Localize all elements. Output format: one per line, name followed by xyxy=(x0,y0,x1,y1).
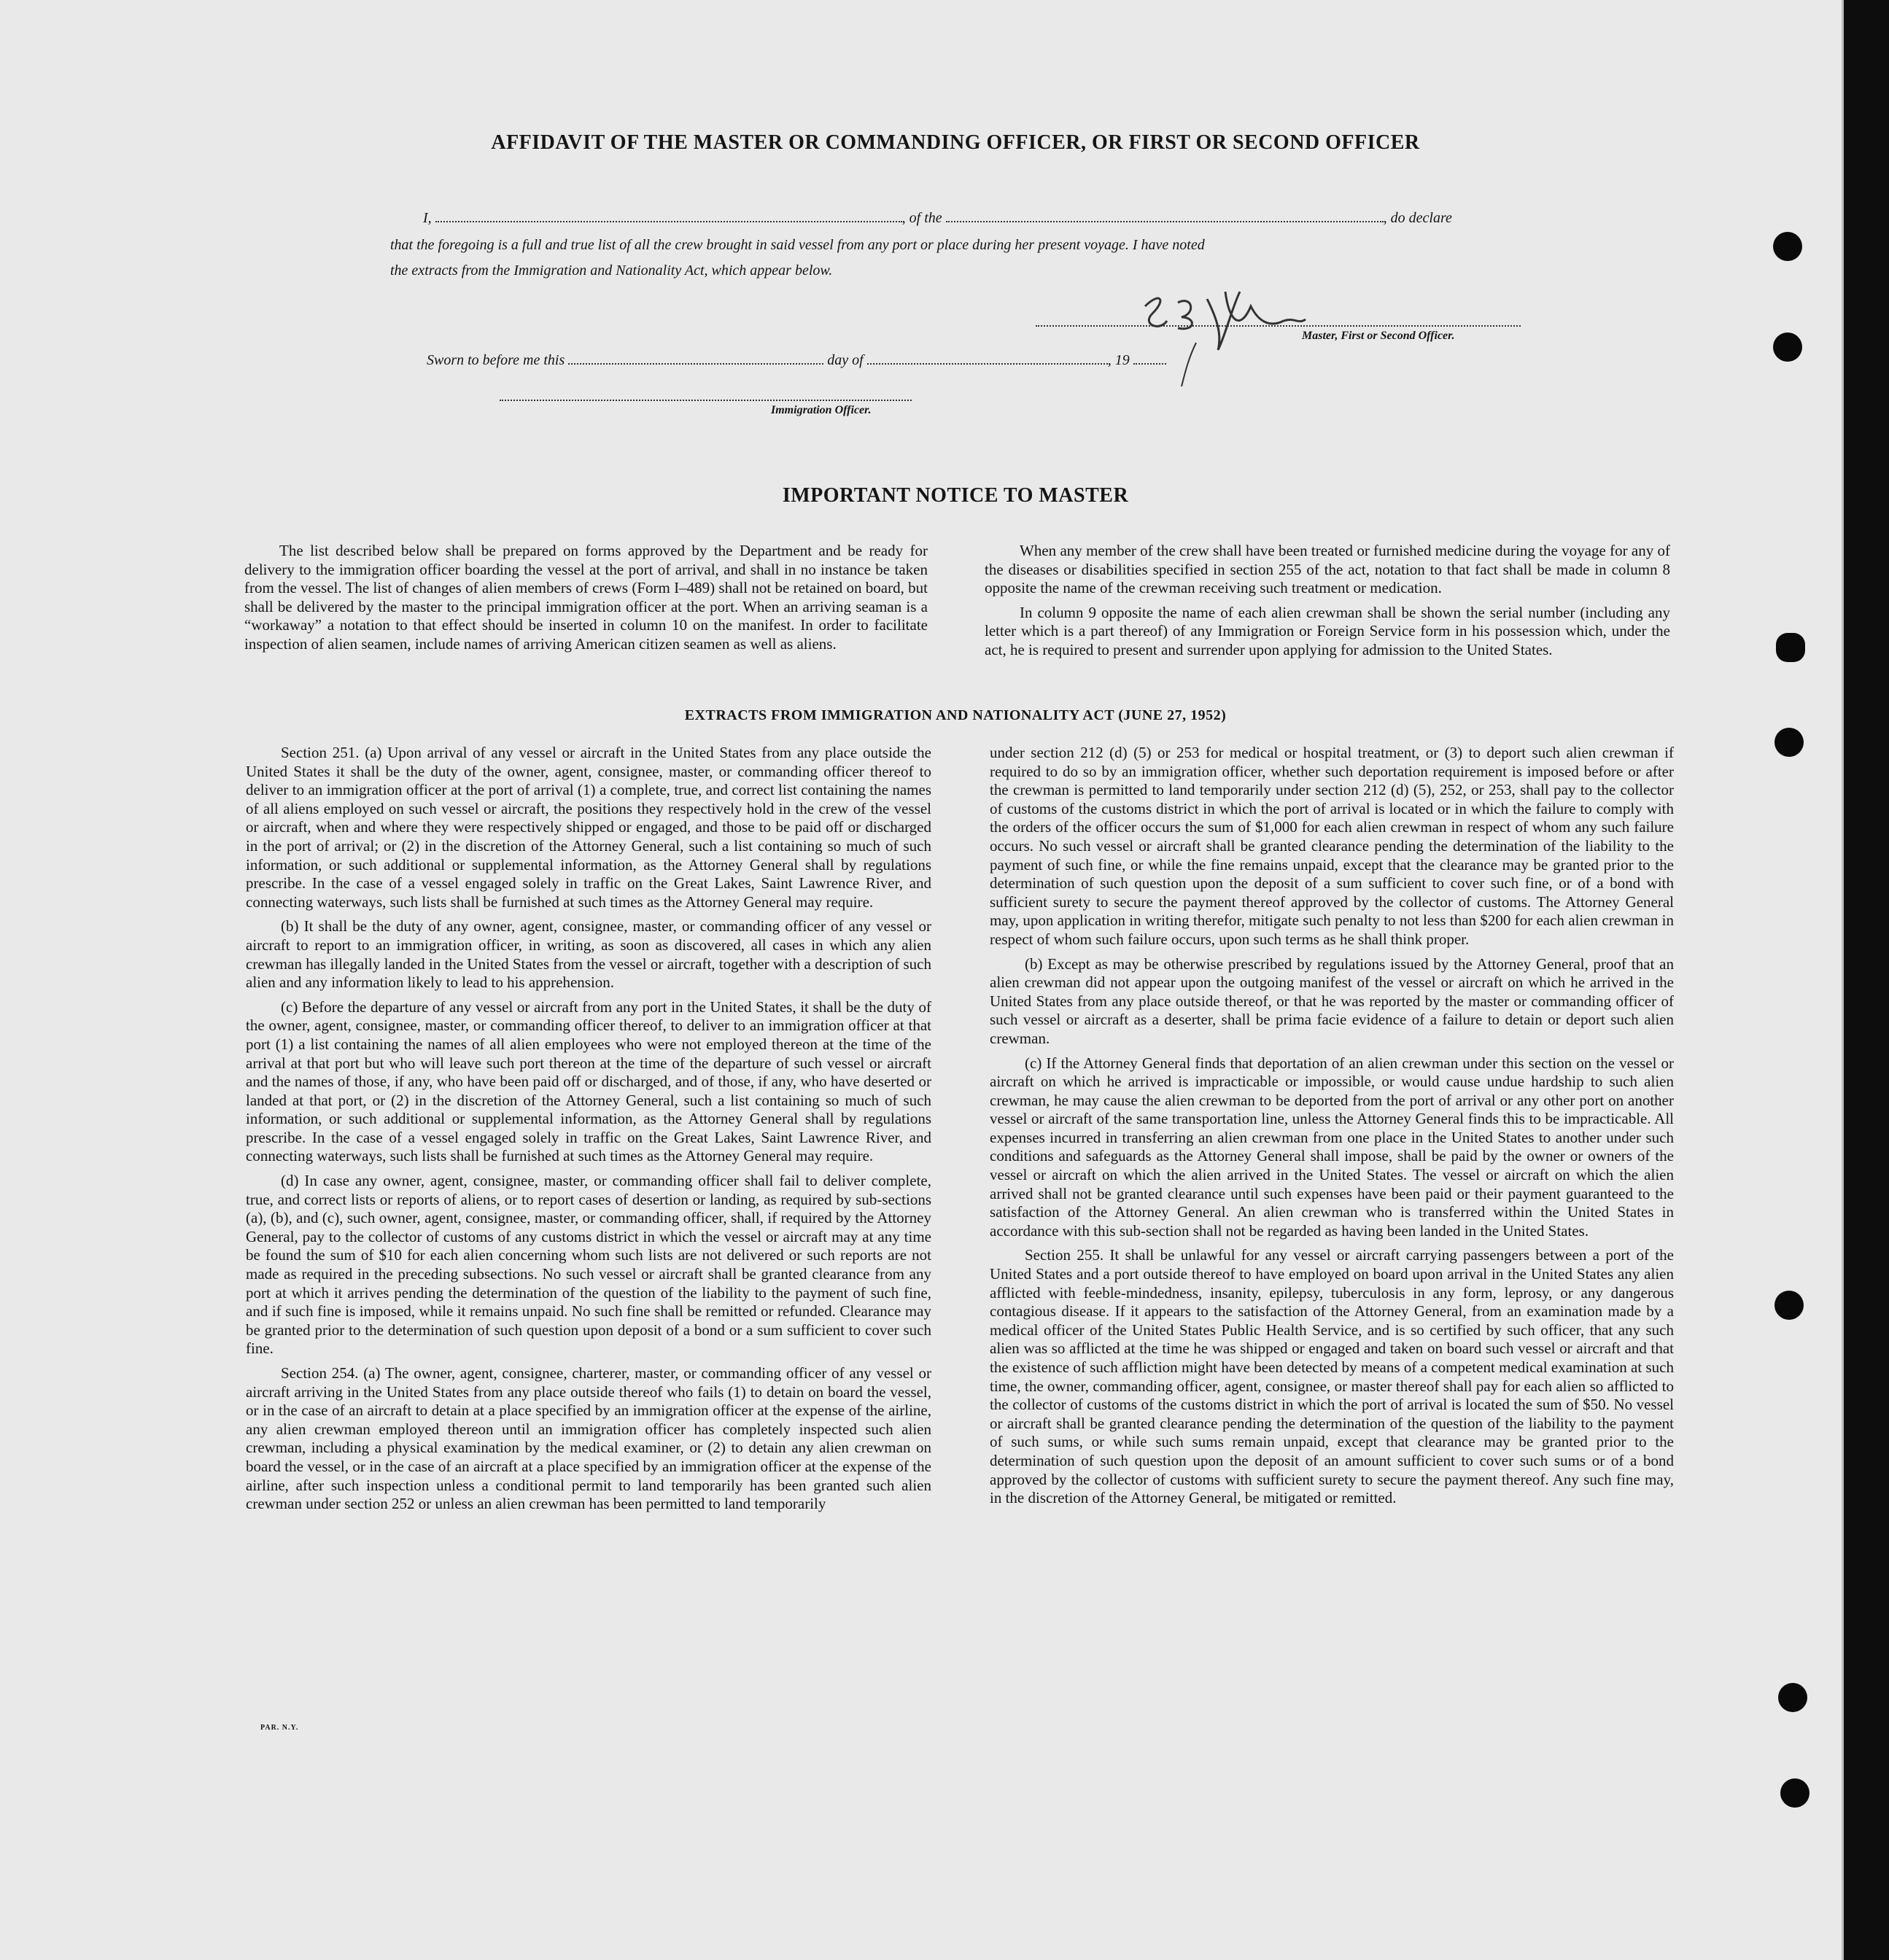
sworn-day-of: day of xyxy=(827,352,864,368)
sworn-month-field[interactable] xyxy=(867,350,1108,365)
master-caption: Master, First or Second Officer. xyxy=(1302,330,1455,342)
section-251-d: (d) In case any owner, agent, consignee, master, or commanding officer shall fail to deliver complete, true, and correct lists or reports of aliens, or to report cases of desertion or landing, as required by sub-sections (a), (b), and (c), such owner, agent, consignee, master, or commanding officer, shall, if required by the Attorney General, pay to the collector of customs of any customs district in which the vessel or aircraft may at any time be found the sum of $10 for each alien concerning whom such lists are not delivered or such reports are not made as required in the preceding subsections. No such vessel or aircraft shall be granted clearance from any port at which it arrives pending the determination of the question of the liability to the payment of such fine, and if such fine is imposed, while it remains unpaid. No such fine shall be remitted or refunded. Clearance may be granted prior to the determination of such question upon deposit of a bond or a sum sufficient to cover such fine. xyxy=(246,1172,931,1358)
binder-hole xyxy=(1773,232,1802,261)
binder-hole xyxy=(1774,728,1804,757)
officer-signature-line[interactable] xyxy=(500,400,912,401)
extracts-title: EXTRACTS FROM IMMIGRATION AND NATIONALITY ACT (JUNE 27, 1952) xyxy=(684,707,1227,723)
notice-title: IMPORTANT NOTICE TO MASTER xyxy=(782,484,1129,507)
section-255: Section 255. It shall be unlawful for any vessel or aircraft carrying passengers between a port of the United States and a port outside thereof to have employed on board upon arrival in the United States any alien afflicted with feeble-mindedness, insanity, epilepsy, tuberculosis in any form, leprosy, or any dangerous contagious disease. If it appears to the satisfaction of the Attorney General, from an examination made by a medical officer of the United States Public Health Service, and is so certified by such officer, that any such alien was so afflicted at the time he was shipped or engaged and taken on board such vessel or aircraft and that the existence of such affliction might have been detected by means of a competent medical examination at such time, the owner, commanding officer, agent, consignee, or master thereof shall pay for each alien so afflicted to the collector of customs of the customs district in which the port of arrival is located the sum of $50. No vessel or aircraft shall be granted clearance pending the determination of the question of the liability to the payment of such sums, or while such sums remain unpaid, except that clearance may be granted prior to the determination of such question upon the deposit of an amount sufficient to cover such sums or of a bond approved by the collector of customs with sufficient surety to secure the payment thereof. Any such fine may, in the discretion of the Attorney General, be mitigated or remitted. xyxy=(990,1246,1674,1507)
declare-label: , do declare xyxy=(1383,210,1452,226)
sworn-year-field[interactable] xyxy=(1133,350,1166,365)
binder-hole xyxy=(1780,1778,1810,1808)
binder-hole xyxy=(1773,332,1802,362)
printer-mark: PAR. N.Y. xyxy=(260,1724,299,1732)
extracts-right-column xyxy=(990,744,1674,1508)
sworn-date-field[interactable] xyxy=(568,350,823,365)
section-254-c: (c) If the Attorney General finds that deportation of an alien crewman under this section on the vessel or aircraft on which he arrived is impracticable or impossible, or would cause undue hardship to such alien crewman, he may cause the alien crewman to be deported from the port of arrival or any other port on another vessel or aircraft of the same transportation line, unless the Attorney General finds this to be impracticable. All expenses incurred in transferring an alien crewman from one place in the United States to another under such conditions and safeguards as the Attorney General shall impose, shall be paid by the owner or owners of the vessel or aircraft on which the alien arrived in the United States. The vessel or aircraft on which the alien arrived shall not be granted clearance until such expenses have been paid or their payment guaranteed to the satisfaction of the Attorney General. An alien crewman who is transferred within the United States in accordance with this sub-section shall not be regarded as having been landed in the United States. xyxy=(990,1054,1674,1240)
vessel-field[interactable] xyxy=(946,208,1384,222)
extracts-left-column xyxy=(246,744,931,1514)
affidavit-line-3: the extracts from the Immigration and Nationality Act, which appear below. xyxy=(390,262,833,279)
sworn-year: , 19 xyxy=(1107,352,1130,368)
notice-right-paragraph-1: When any member of the crew shall have been treated or furnished medicine during the voyage for any of the diseases or disabilities specified in section 255 of the act, notation to that fact shall be made in column 8 opposite the name of the crewman receiving such treatment or medication. xyxy=(985,542,1670,597)
section-251-c: (c) Before the departure of any vessel or aircraft from any port in the United States, it shall be the duty of the owner, agent, consignee, master, or commanding officer thereof, to deliver to an immigration officer at that port (1) a list containing the names of all alien employees who were not employed thereon at the time of the arrival at that port but who will leave such port thereon at the time of the departure of such vessel or aircraft and the names of those, if any, who have been paid off or discharged, and of those, if any, who have deserted or landed at that port, or (2) in the discretion of the Attorney General, such a list containing so much of such information, or such additional or supplemental information, as the Attorney General shall by regulations prescribe. In the case of a vessel engaged solely in traffic on the Great Lakes, Saint Lawrence River, and connecting waterways, such lists shall be furnished at such times as the Attorney General may require. xyxy=(246,998,931,1165)
section-254-a: Section 254. (a) The owner, agent, consignee, charterer, master, or commanding officer of any vessel or aircraft arriving in the United States from any place outside thereof who fails (1) to detain on board the vessel, or in the case of an aircraft to detain at a place specified by an immigration officer at the expense of the airline, any alien crewman employed thereon until an immigration officer has completely inspected such alien crewman, including a physical examination by the medical examiner, or (2) to detain any alien crewman on board the vessel, or in the case of an aircraft at a place specified by an immigration officer at the expense of the airline, after such inspection unless a conditional permit to land temporarily has been granted such alien crewman under section 252 or unless an alien crewman has been permitted to land temporarily xyxy=(246,1364,931,1513)
master-signature-line[interactable] xyxy=(1036,325,1521,327)
affidavit-line-2: that the foregoing is a full and true list of all the crew brought in said vessel from any port or place during her present voyage. I have noted xyxy=(390,237,1205,253)
section-251-b: (b) It shall be the duty of any owner, agent, consignee, master, or commanding officer of any vessel or aircraft to report to an immigration officer, in writing, as soon as discovered, all cases in which any alien crewman has illegally landed in the United States from the vessel or aircraft, together with a description of such alien and any information likely to lead to his apprehension. xyxy=(246,917,931,992)
affidavit-title: AFFIDAVIT OF THE MASTER OR COMMANDING OFFICER, OR FIRST OR SECOND OFFICER xyxy=(491,131,1420,154)
affidavit-line-1 xyxy=(423,208,1452,227)
binder-hole xyxy=(1776,633,1805,662)
sworn-prefix: Sworn to before me this xyxy=(427,352,565,368)
name-field[interactable] xyxy=(435,208,902,222)
binder-hole xyxy=(1774,1291,1804,1320)
notice-left-column xyxy=(244,542,928,660)
binder-hole xyxy=(1778,1683,1807,1712)
notice-right-paragraph-2: In column 9 opposite the name of each alien crewman shall be shown the serial number (including any letter which is a part thereof) of any Immigration or Foreign Service form in his possession which, under the act, he is required to present and surrender upon applying for admission to the United States. xyxy=(985,603,1670,658)
notice-right-column xyxy=(985,542,1670,666)
master-signature xyxy=(1138,277,1313,386)
section-251-a: Section 251. (a) Upon arrival of any vessel or aircraft in the United States from any place outside the United States it shall be the duty of the owner, agent, consignee, master, or commanding officer thereof to deliver to an immigration officer at the port of arrival (1) a complete, true, and correct list containing the names of all aliens employed on such vessel or aircraft, the positions they respectively hold in the crew of the vessel or aircraft, when and where they were respectively shipped or engaged, and those to be paid off or discharged in the port of arrival; or (2) in the discretion of the Attorney General, such a list containing so much of such information, or such additional or supplemental information, as the Attorney General shall by regulations prescribe. In the case of a vessel engaged solely in traffic on the Great Lakes, Saint Lawrence River, and connecting waterways, such lists shall be furnished at such times as the Attorney General may require. xyxy=(246,744,931,911)
affidavit-i-label: I, xyxy=(423,210,432,226)
officer-caption: Immigration Officer. xyxy=(771,404,872,416)
of-the-label: , of the xyxy=(901,210,942,226)
notice-left-paragraph: The list described below shall be prepared on forms approved by the Department and be ready for delivery to the immigration officer boarding the vessel at the port of arrival, and shall in no instance be taken from the vessel. The list of changes of alien members of crews (Form I–489) shall not be retained on board, but shall be delivered by the master to the principal immigration officer at the port. When an arriving seaman is a “workaway” a notation to that effect should be inserted in column 10 on the manifest. In order to facilitate inspection of alien seamen, include names of arriving American citizen seamen as well as aliens. xyxy=(244,542,928,653)
sworn-line xyxy=(427,350,1166,369)
section-254-a-continued: under section 212 (d) (5) or 253 for medical or hospital treatment, or (3) to deport such alien crewman if required to do so by an immigration officer, whether such deportation requirement is imposed before or after the crewman is permitted to land temporarily under section 212 (d) (5), 252, or 253, shall pay to the collector of customs of the customs district in which the port of arrival is located or in which the failure to comply with the orders of the officer occurs the sum of $1,000 for each alien crewman in respect of whom any such failure occurs. No such vessel or aircraft shall be granted clearance pending the determination of the liability to the payment of such fine, or while the fine remains unpaid, except that the clearance may be granted prior to the determination of such question upon the deposit of a sum sufficient to cover such fine, or of a bond with sufficient surety to secure the payment thereof approved by the collector of customs. The Attorney General may, upon application in writing therefor, mitigate such penalty to not less than $200 for each alien crewman in respect of whom such failure occurs, upon such terms as he shall think proper. xyxy=(990,744,1674,948)
section-254-b: (b) Except as may be otherwise prescribed by regulations issued by the Attorney General, proof that an alien crewman did not appear upon the outgoing manifest of the vessel or aircraft on which he arrived in the United States from any place outside thereof, or that he was reported by the master or commanding officer of such vessel or aircraft as a deserter, shall be prima facie evidence of a failure to detain or deport such alien crewman. xyxy=(990,954,1674,1047)
